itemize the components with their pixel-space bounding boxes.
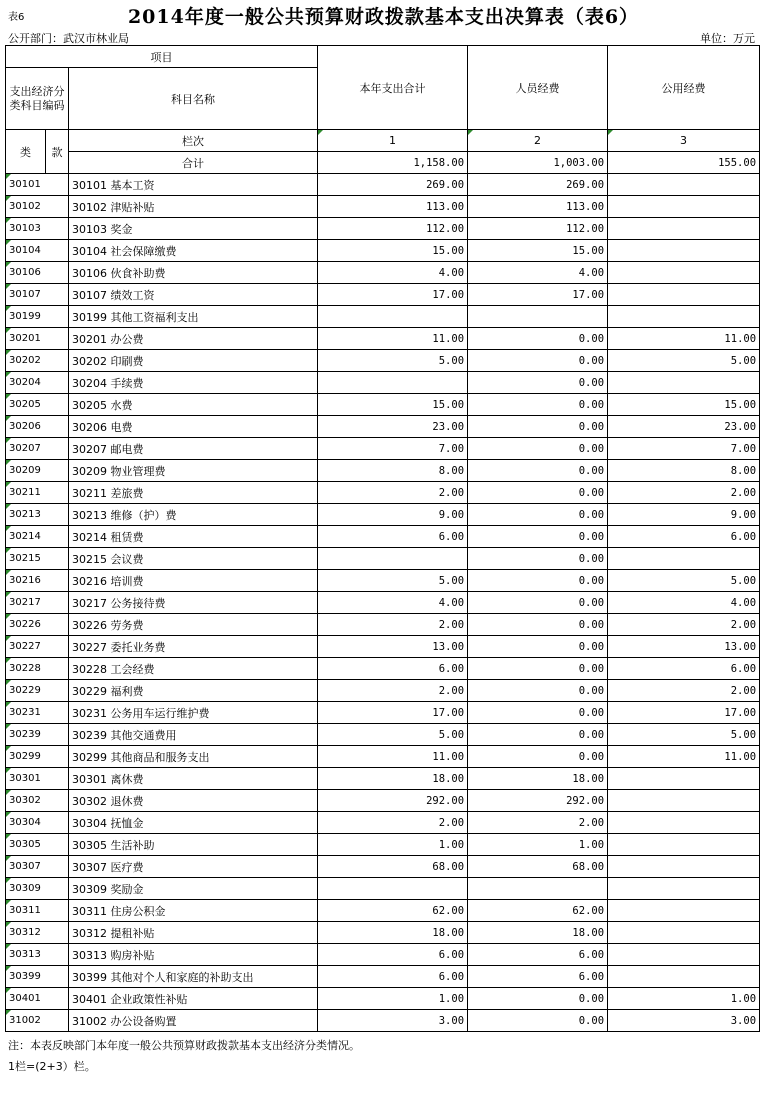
row-col2-value: 18.00 <box>468 922 608 944</box>
row-col3-value: 11.00 <box>608 746 760 768</box>
row-code: 30201 <box>6 328 69 350</box>
table-row <box>6 724 760 746</box>
table-row <box>6 504 760 526</box>
row-subject-name: 30104 社会保障缴费 <box>69 240 318 262</box>
column-index-3: 3 <box>608 130 760 152</box>
row-col3-value <box>608 768 760 790</box>
row-col3-value <box>608 196 760 218</box>
row-col2-value: 0.00 <box>468 438 608 460</box>
total-row <box>6 152 760 174</box>
table-row <box>6 196 760 218</box>
row-col1-value: 5.00 <box>318 350 468 372</box>
row-code: 30211 <box>6 482 69 504</box>
table-row <box>6 636 760 658</box>
row-col2-value: 113.00 <box>468 196 608 218</box>
table-row <box>6 834 760 856</box>
row-col2-value: 18.00 <box>468 768 608 790</box>
header-col3: 公用经费 <box>608 46 760 130</box>
row-col1-value <box>318 372 468 394</box>
department-label: 公开部门：武汉市林业局 <box>8 32 129 45</box>
row-col2-value <box>468 878 608 900</box>
unit-label: 单位：万元 <box>700 32 755 45</box>
row-code: 30301 <box>6 768 69 790</box>
row-col3-value: 8.00 <box>608 460 760 482</box>
row-col2-value: 0.00 <box>468 1010 608 1032</box>
row-subject-name: 30201 办公费 <box>69 328 318 350</box>
column-index-label: 栏次 <box>69 130 318 152</box>
row-code: 30209 <box>6 460 69 482</box>
row-code: 30302 <box>6 790 69 812</box>
row-col3-value <box>608 812 760 834</box>
row-col3-value <box>608 922 760 944</box>
row-code: 30102 <box>6 196 69 218</box>
row-col2-value: 62.00 <box>468 900 608 922</box>
row-code: 30214 <box>6 526 69 548</box>
header-row-item <box>6 46 760 68</box>
row-code: 31002 <box>6 1010 69 1032</box>
row-subject-name: 30106 伙食补助费 <box>69 262 318 284</box>
row-subject-name: 30228 工会经费 <box>69 658 318 680</box>
row-subject-name: 30199 其他工资福利支出 <box>69 306 318 328</box>
row-col2-value: 0.00 <box>468 702 608 724</box>
total-col2: 1,003.00 <box>468 152 608 174</box>
row-col3-value: 5.00 <box>608 570 760 592</box>
row-col1-value: 2.00 <box>318 812 468 834</box>
row-code: 30313 <box>6 944 69 966</box>
row-code: 30103 <box>6 218 69 240</box>
row-subject-name: 30216 培训费 <box>69 570 318 592</box>
row-col1-value: 6.00 <box>318 966 468 988</box>
row-subject-name: 30214 租赁费 <box>69 526 318 548</box>
row-col3-value: 5.00 <box>608 350 760 372</box>
table-row <box>6 262 760 284</box>
row-col1-value: 68.00 <box>318 856 468 878</box>
row-col2-value: 0.00 <box>468 592 608 614</box>
row-subject-name: 30206 电费 <box>69 416 318 438</box>
row-col1-value: 17.00 <box>318 702 468 724</box>
row-subject-name: 30207 邮电费 <box>69 438 318 460</box>
row-col3-value: 6.00 <box>608 526 760 548</box>
row-col1-value: 1.00 <box>318 988 468 1010</box>
row-subject-name: 30215 会议费 <box>69 548 318 570</box>
row-code: 30202 <box>6 350 69 372</box>
row-code: 30299 <box>6 746 69 768</box>
table-row <box>6 900 760 922</box>
header-col1: 本年支出合计 <box>318 46 468 130</box>
header-code-label: 支出经济分类科目编码 <box>6 68 69 130</box>
row-code: 30229 <box>6 680 69 702</box>
row-col1-value: 4.00 <box>318 262 468 284</box>
row-col2-value: 0.00 <box>468 372 608 394</box>
row-col2-value: 0.00 <box>468 526 608 548</box>
row-subject-name: 30305 生活补助 <box>69 834 318 856</box>
row-subject-name: 30313 购房补贴 <box>69 944 318 966</box>
row-col2-value: 292.00 <box>468 790 608 812</box>
row-subject-name: 30309 奖励金 <box>69 878 318 900</box>
row-subject-name: 30202 印刷费 <box>69 350 318 372</box>
row-col1-value: 112.00 <box>318 218 468 240</box>
table-row <box>6 768 760 790</box>
row-code: 30101 <box>6 174 69 196</box>
row-code: 30312 <box>6 922 69 944</box>
row-col3-value <box>608 306 760 328</box>
row-col2-value: 0.00 <box>468 328 608 350</box>
header-lei: 类 <box>6 130 46 174</box>
row-col3-value <box>608 900 760 922</box>
row-col2-value: 112.00 <box>468 218 608 240</box>
table-row <box>6 790 760 812</box>
row-col3-value <box>608 284 760 306</box>
row-code: 30216 <box>6 570 69 592</box>
table-row <box>6 856 760 878</box>
row-col1-value: 8.00 <box>318 460 468 482</box>
row-col2-value: 0.00 <box>468 614 608 636</box>
row-code: 30228 <box>6 658 69 680</box>
row-col3-value <box>608 548 760 570</box>
row-subject-name: 30311 住房公积金 <box>69 900 318 922</box>
row-col3-value <box>608 240 760 262</box>
row-col3-value <box>608 878 760 900</box>
row-col1-value: 15.00 <box>318 394 468 416</box>
table-row <box>6 328 760 350</box>
table-row <box>6 1010 760 1032</box>
row-col1-value: 4.00 <box>318 592 468 614</box>
table-row <box>6 614 760 636</box>
row-col2-value: 6.00 <box>468 944 608 966</box>
row-col1-value: 6.00 <box>318 526 468 548</box>
row-col1-value: 9.00 <box>318 504 468 526</box>
row-code: 30239 <box>6 724 69 746</box>
table-row <box>6 306 760 328</box>
row-subject-name: 30312 提租补贴 <box>69 922 318 944</box>
total-label: 合计 <box>69 152 318 174</box>
row-col2-value: 1.00 <box>468 834 608 856</box>
row-col2-value: 0.00 <box>468 416 608 438</box>
row-subject-name: 30103 奖金 <box>69 218 318 240</box>
row-col2-value: 0.00 <box>468 988 608 1010</box>
table-row <box>6 394 760 416</box>
row-col3-value: 4.00 <box>608 592 760 614</box>
row-code: 30401 <box>6 988 69 1010</box>
table-tag: 表6 <box>8 12 25 23</box>
row-col1-value: 7.00 <box>318 438 468 460</box>
row-col1-value: 2.00 <box>318 482 468 504</box>
total-col1: 1,158.00 <box>318 152 468 174</box>
row-col1-value: 5.00 <box>318 724 468 746</box>
table-row <box>6 416 760 438</box>
row-subject-name: 30205 水费 <box>69 394 318 416</box>
row-col3-value <box>608 372 760 394</box>
table-row <box>6 878 760 900</box>
table-row <box>6 460 760 482</box>
row-col3-value: 7.00 <box>608 438 760 460</box>
row-code: 30305 <box>6 834 69 856</box>
row-col2-value: 0.00 <box>468 350 608 372</box>
row-subject-name: 30217 公务接待费 <box>69 592 318 614</box>
row-col3-value: 23.00 <box>608 416 760 438</box>
row-col2-value: 0.00 <box>468 658 608 680</box>
row-col3-value <box>608 966 760 988</box>
row-code: 30217 <box>6 592 69 614</box>
row-col1-value: 1.00 <box>318 834 468 856</box>
row-col2-value: 0.00 <box>468 636 608 658</box>
table-row <box>6 526 760 548</box>
row-col3-value: 1.00 <box>608 988 760 1010</box>
row-col1-value: 292.00 <box>318 790 468 812</box>
row-col1-value: 62.00 <box>318 900 468 922</box>
table-row <box>6 680 760 702</box>
row-col3-value <box>608 262 760 284</box>
row-col1-value <box>318 306 468 328</box>
row-subject-name: 30231 公务用车运行维护费 <box>69 702 318 724</box>
row-code: 30311 <box>6 900 69 922</box>
row-col3-value: 2.00 <box>608 614 760 636</box>
row-col3-value <box>608 856 760 878</box>
table-row <box>6 988 760 1010</box>
row-col2-value: 0.00 <box>468 482 608 504</box>
table-row <box>6 438 760 460</box>
header-item: 项目 <box>6 46 318 68</box>
row-col1-value: 18.00 <box>318 922 468 944</box>
row-subject-name: 30301 离休费 <box>69 768 318 790</box>
row-col2-value: 0.00 <box>468 724 608 746</box>
row-col3-value: 13.00 <box>608 636 760 658</box>
total-col3: 155.00 <box>608 152 760 174</box>
row-subject-name: 30211 差旅费 <box>69 482 318 504</box>
table-row <box>6 702 760 724</box>
row-col1-value: 269.00 <box>318 174 468 196</box>
row-col3-value: 11.00 <box>608 328 760 350</box>
row-code: 30206 <box>6 416 69 438</box>
row-col2-value: 0.00 <box>468 504 608 526</box>
table-body <box>6 46 760 1032</box>
row-code: 30204 <box>6 372 69 394</box>
row-subject-name: 30399 其他对个人和家庭的补助支出 <box>69 966 318 988</box>
row-code: 30309 <box>6 878 69 900</box>
table-row <box>6 372 760 394</box>
row-col3-value: 15.00 <box>608 394 760 416</box>
row-col3-value: 9.00 <box>608 504 760 526</box>
row-subject-name: 30204 手续费 <box>69 372 318 394</box>
row-subject-name: 30239 其他交通费用 <box>69 724 318 746</box>
row-subject-name: 30226 劳务费 <box>69 614 318 636</box>
table-row <box>6 966 760 988</box>
row-col1-value: 18.00 <box>318 768 468 790</box>
row-code: 30399 <box>6 966 69 988</box>
row-col2-value: 0.00 <box>468 548 608 570</box>
row-col3-value: 5.00 <box>608 724 760 746</box>
row-subject-name: 31002 办公设备购置 <box>69 1010 318 1032</box>
expenditure-table <box>5 45 760 1032</box>
row-subject-name: 30209 物业管理费 <box>69 460 318 482</box>
table-row <box>6 218 760 240</box>
row-col3-value <box>608 218 760 240</box>
row-subject-name: 30299 其他商品和服务支出 <box>69 746 318 768</box>
footnote-2: 1栏=(2+3）栏。 <box>8 1060 96 1073</box>
row-code: 30226 <box>6 614 69 636</box>
table-row <box>6 482 760 504</box>
row-col2-value: 17.00 <box>468 284 608 306</box>
row-col2-value: 2.00 <box>468 812 608 834</box>
row-code: 30207 <box>6 438 69 460</box>
row-col1-value: 17.00 <box>318 284 468 306</box>
header-col2: 人员经费 <box>468 46 608 130</box>
row-col1-value <box>318 548 468 570</box>
column-index-2: 2 <box>468 130 608 152</box>
row-col1-value <box>318 878 468 900</box>
row-code: 30104 <box>6 240 69 262</box>
row-col2-value: 0.00 <box>468 460 608 482</box>
row-col1-value: 15.00 <box>318 240 468 262</box>
page-title: 2014年度一般公共预算财政拨款基本支出决算表（表6） <box>127 6 640 28</box>
row-col2-value: 68.00 <box>468 856 608 878</box>
row-col2-value: 0.00 <box>468 746 608 768</box>
row-subject-name: 30227 委托业务费 <box>69 636 318 658</box>
row-subject-name: 30213 维修（护）费 <box>69 504 318 526</box>
table-row <box>6 922 760 944</box>
row-col2-value: 6.00 <box>468 966 608 988</box>
row-col2-value: 269.00 <box>468 174 608 196</box>
row-code: 30215 <box>6 548 69 570</box>
row-col1-value: 2.00 <box>318 680 468 702</box>
row-col2-value: 4.00 <box>468 262 608 284</box>
row-col1-value: 11.00 <box>318 328 468 350</box>
table-row <box>6 350 760 372</box>
row-col1-value: 3.00 <box>318 1010 468 1032</box>
row-col1-value: 11.00 <box>318 746 468 768</box>
table-row <box>6 240 760 262</box>
table-row <box>6 570 760 592</box>
row-col3-value <box>608 790 760 812</box>
table-row <box>6 746 760 768</box>
row-code: 30107 <box>6 284 69 306</box>
row-col2-value: 0.00 <box>468 394 608 416</box>
row-code: 30227 <box>6 636 69 658</box>
row-col3-value <box>608 944 760 966</box>
row-code: 30213 <box>6 504 69 526</box>
table-row <box>6 812 760 834</box>
row-subject-name: 30401 企业政策性补贴 <box>69 988 318 1010</box>
table-row <box>6 944 760 966</box>
row-subject-name: 30101 基本工资 <box>69 174 318 196</box>
header-subject-name: 科目名称 <box>69 68 318 130</box>
header-kuan: 款 <box>46 130 69 174</box>
row-col1-value: 6.00 <box>318 944 468 966</box>
table-row <box>6 658 760 680</box>
row-subject-name: 30229 福利费 <box>69 680 318 702</box>
table-row <box>6 174 760 196</box>
row-code: 30205 <box>6 394 69 416</box>
row-subject-name: 30307 医疗费 <box>69 856 318 878</box>
row-col1-value: 6.00 <box>318 658 468 680</box>
row-col2-value: 0.00 <box>468 680 608 702</box>
row-subject-name: 30102 津贴补贴 <box>69 196 318 218</box>
row-col1-value: 13.00 <box>318 636 468 658</box>
row-col3-value: 17.00 <box>608 702 760 724</box>
row-col3-value <box>608 834 760 856</box>
row-code: 30304 <box>6 812 69 834</box>
row-code: 30231 <box>6 702 69 724</box>
row-col3-value: 2.00 <box>608 680 760 702</box>
table-row <box>6 284 760 306</box>
table-row <box>6 548 760 570</box>
row-col1-value: 2.00 <box>318 614 468 636</box>
row-col3-value: 6.00 <box>608 658 760 680</box>
row-col1-value: 5.00 <box>318 570 468 592</box>
row-code: 30307 <box>6 856 69 878</box>
column-index-row <box>6 130 760 152</box>
row-col1-value: 23.00 <box>318 416 468 438</box>
footnote-1: 注：本表反映部门本年度一般公共预算财政拨款基本支出经济分类情况。 <box>8 1039 360 1052</box>
row-col2-value: 15.00 <box>468 240 608 262</box>
row-col3-value <box>608 174 760 196</box>
column-index-1: 1 <box>318 130 468 152</box>
row-subject-name: 30304 抚恤金 <box>69 812 318 834</box>
row-col2-value <box>468 306 608 328</box>
row-code: 30199 <box>6 306 69 328</box>
table-row <box>6 592 760 614</box>
row-col1-value: 113.00 <box>318 196 468 218</box>
row-col3-value: 3.00 <box>608 1010 760 1032</box>
row-col3-value: 2.00 <box>608 482 760 504</box>
row-code: 30106 <box>6 262 69 284</box>
row-subject-name: 30302 退休费 <box>69 790 318 812</box>
row-subject-name: 30107 绩效工资 <box>69 284 318 306</box>
row-col2-value: 0.00 <box>468 570 608 592</box>
